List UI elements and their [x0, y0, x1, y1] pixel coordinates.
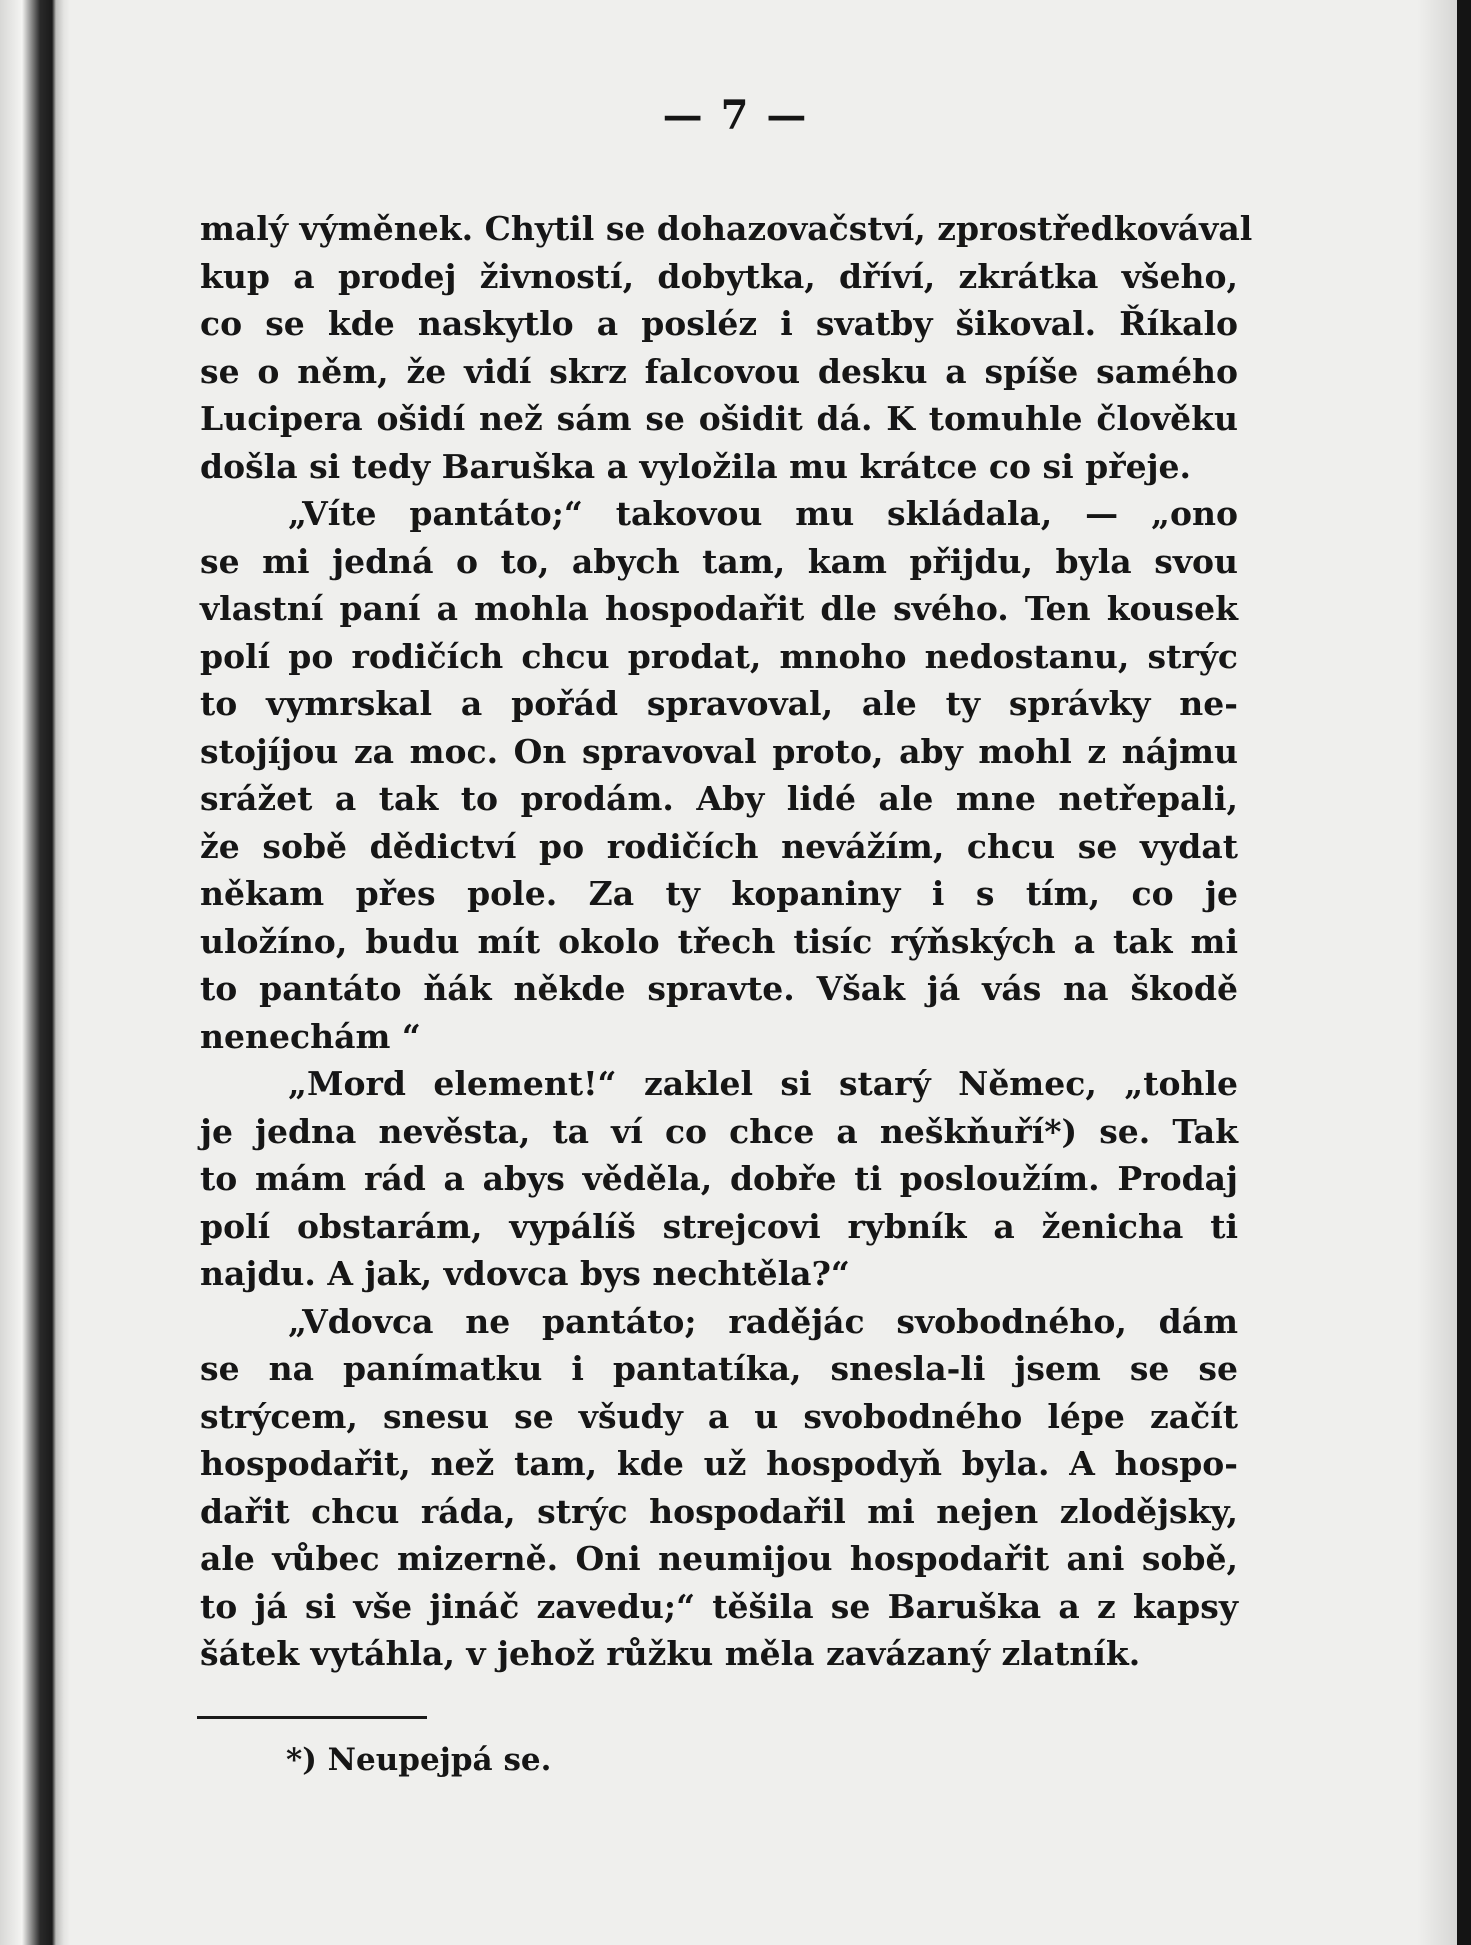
text-line: polí obstarám, vypálíš strejcovi rybník a ženicha ti [200, 1206, 1238, 1246]
text-line: Lucipera ošidí než sám se ošidit dá. K tomuhle člověku [200, 399, 1238, 438]
text-line: najdu. A jak, vdovca bys nechtěla?“ [200, 1254, 850, 1293]
text-line: nenechám “ [200, 1016, 421, 1056]
scan-border [1457, 0, 1471, 1945]
text-line: to vymrskal a pořád spravoval, ale ty správky ne- [200, 684, 1238, 723]
text-line: „Mord element!“ zaklel si starý Němec, „tohle [288, 1064, 1238, 1103]
text-line: to já si vše jináč zavedu;“ těšila se Baruška a z kapsy [200, 1586, 1238, 1626]
text-line: malý výměnek. Chytil se dohazovačství, zprostředkovával [200, 209, 1253, 248]
text-line: ale vůbec mizerně. Oni neumijou hospodařit ani sobě, [200, 1539, 1238, 1578]
text-line: strýcem, snesu se všudy a u svobodného lépe začít [200, 1396, 1238, 1436]
page-edge-shadow [1417, 0, 1457, 1945]
footnote-divider [197, 1716, 427, 1719]
text-line: se mi jedná o to, abych tam, kam přijdu, byla svou [200, 541, 1238, 581]
text-line: to pantáto ňák někde spravte. Však já vás na škodě [200, 969, 1238, 1008]
text-line: šátek vytáhla, v jehož růžku měla zavázaný zlatník. [200, 1634, 1141, 1673]
book-binding-edge [0, 0, 70, 1945]
text-line: je jedna nevěsta, ta ví co chce a neškňuří*) se. Tak [200, 1111, 1238, 1151]
text-line: kup a prodej živností, dobytka, dříví, zkrátka všeho, [200, 256, 1238, 296]
text-line: uložíno, budu mít okolo třech tisíc rýňských a tak mi [200, 921, 1238, 961]
text-line: někam přes pole. Za ty kopaniny i s tím, co je [200, 874, 1238, 913]
page-number: — 7 — [662, 92, 809, 139]
text-line: polí po rodičích chcu prodat, mnoho nedostanu, strýc [200, 636, 1238, 676]
body-text [200, 205, 1253, 1678]
text-line: došla si tedy Baruška a vyložila mu krátce co si přeje. [200, 446, 1191, 486]
text-line: „Vdovca ne pantáto; radějác svobodného, dám [288, 1301, 1238, 1341]
text-line: vlastní paní a mohla hospodařit dle svého. Ten kousek [200, 589, 1238, 628]
text-line: že sobě dědictví po rodičích nevážím, chcu se vydat [200, 826, 1238, 866]
text-line: co se kde naskytlo a posléz i svatby šikoval. Říkalo [200, 304, 1238, 343]
text-line: hospodařit, než tam, kde už hospodyň byla. A hospo- [200, 1444, 1238, 1483]
text-line: srážet a tak to prodám. Aby lidé ale mne netřepali, [200, 779, 1238, 818]
text-line: „Víte pantáto;“ takovou mu skládala, — „ono [288, 494, 1238, 533]
text-line: to mám rád a abys věděla, dobře ti posloužím. Prodaj [200, 1159, 1238, 1198]
text-line: se na panímatku i pantatíka, snesla-li jsem se se [200, 1349, 1238, 1388]
footnote: *) Neupejpá se. [286, 1742, 552, 1778]
text-line: se o něm, že vidí skrz falcovou desku a spíše samého [200, 351, 1238, 391]
text-line: stojíjou za moc. On spravoval proto, aby mohl z nájmu [200, 731, 1238, 771]
text-line: dařit chcu ráda, strýc hospodařil mi nejen zlodějsky, [200, 1491, 1238, 1531]
